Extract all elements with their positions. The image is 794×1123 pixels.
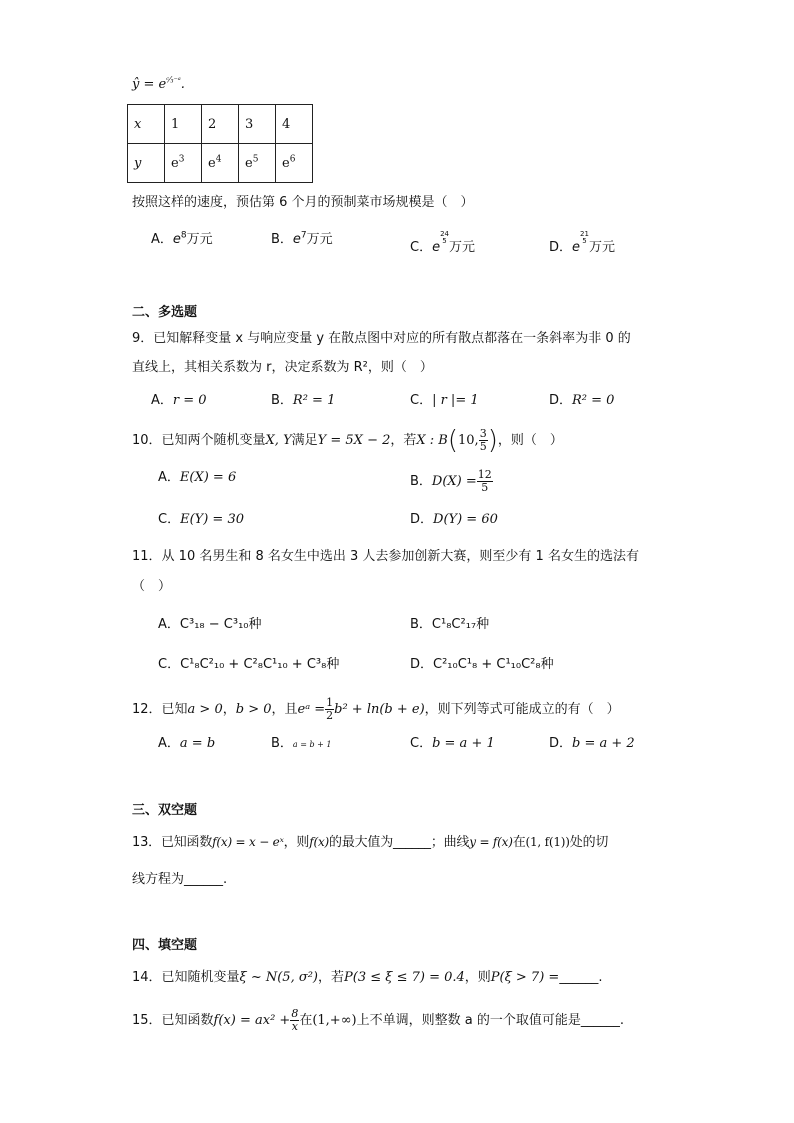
table-row-x <box>128 105 313 144</box>
q11-option-b: B．C¹₈C²₁₇种 <box>410 617 490 632</box>
table-cell: 2 <box>202 105 239 144</box>
q9-option-b: B．R² = 1 <box>271 393 336 408</box>
q9-option-d: D．R² = 0 <box>549 393 615 408</box>
table-cell: 1 <box>165 105 202 144</box>
table-cell: 4 <box>276 105 313 144</box>
q12-option-c: C．b = a + 1 <box>410 736 495 751</box>
q11-line2: （ ） <box>132 579 172 594</box>
q12-stem: 12．已知a > 0，b > 0，且eᵃ = $\frac{1}{2}$ b² + ln(b + e)，则下列等式可能成立的有（ ） <box>132 696 620 722</box>
q12-option-d: D．b = a + 2 <box>549 736 635 751</box>
table-cell: $e^3$ <box>165 144 202 183</box>
q10-option-c: C．E(Y) = 30 <box>158 512 244 527</box>
q9-line2: 直线上，其相关系数为 r，决定系数为 R²，则（ ） <box>132 360 433 375</box>
q8-stem: 按照这样的速度，预估第 6 个月的预制菜市场规模是（ ） <box>132 195 474 210</box>
q8-option-d: D．e 21 5 万元 <box>549 230 615 255</box>
data-table <box>127 104 313 183</box>
q11-option-d: D．C²₁₀C¹₈ + C¹₁₀C²₈种 <box>410 657 554 672</box>
q11-option-a: A．C³₁₈ − C³₁₀种 <box>158 617 262 632</box>
q9-option-c: C．| r |= 1 <box>410 393 479 408</box>
q10-stem: 10．已知两个随机变量X, Y满足Y = 5X − 2，若X : B(10, $\frac{3}{5}$ )，则（ ） <box>132 425 563 456</box>
table-cell: $e^5$ <box>239 144 276 183</box>
q12-option-b: B．a = b + 1 <box>271 736 332 751</box>
q15-stem: 15．已知函数f(x) = ax² + $\frac{8}{x}$ 在(1,+∞)上不单调，则整数 a 的一个取值可能是______. <box>132 1007 624 1033</box>
q9-option-a: A．r = 0 <box>151 393 207 408</box>
table-cell: $e^6$ <box>276 144 313 183</box>
q10-option-b: B．D(X) = $\frac{12}{5}$ <box>410 468 492 494</box>
q13-line2: 线方程为______. <box>132 872 228 887</box>
q10-option-d: D．D(Y) = 60 <box>410 512 498 527</box>
q14-stem: 14．已知随机变量ξ ~ N(5, σ²)，若P(3 ≤ ξ ≤ 7) = 0.4，则P(ξ > 7) =______. <box>132 970 603 985</box>
q11-line1: 11．从 10 名男生和 8 名女生中选出 3 人去参加创新大赛，则至少有 1 名女生的选法有 <box>132 549 639 564</box>
q8-option-c: C．e 24 5 万元 <box>410 230 476 255</box>
table-cell: x <box>128 105 165 144</box>
section-heading: 四、填空题 <box>132 938 198 953</box>
q10-option-a: A．E(X) = 6 <box>158 470 237 485</box>
q8-option-b: B．$e^7$万元 <box>271 230 333 247</box>
q13-line1: 13．已知函数f(x) = x − eˣ，则f(x)的最大值为______；曲线y = f(x)在(1, f(1))处的切 <box>132 835 609 850</box>
table-cell: y <box>128 144 165 183</box>
section-heading: 二、多选题 <box>132 305 198 320</box>
q11-option-c: C．C¹₈C²₁₀ + C²₈C¹₁₀ + C³₈种 <box>158 657 340 672</box>
q12-option-a: A．a = b <box>158 736 216 751</box>
table-cell: $e^4$ <box>202 144 239 183</box>
table-row-y <box>128 144 313 183</box>
regression-formula: ŷ = $e^{ᶜ⁄_3^-ᵃ}$. <box>132 75 185 92</box>
section-heading: 三、双空题 <box>132 803 198 818</box>
q8-option-a: A．$e^8$万元 <box>151 230 213 247</box>
q9-line1: 9．已知解释变量 x 与响应变量 y 在散点图中对应的所有散点都落在一条斜率为非 0 的 <box>132 331 631 346</box>
table-cell: 3 <box>239 105 276 144</box>
